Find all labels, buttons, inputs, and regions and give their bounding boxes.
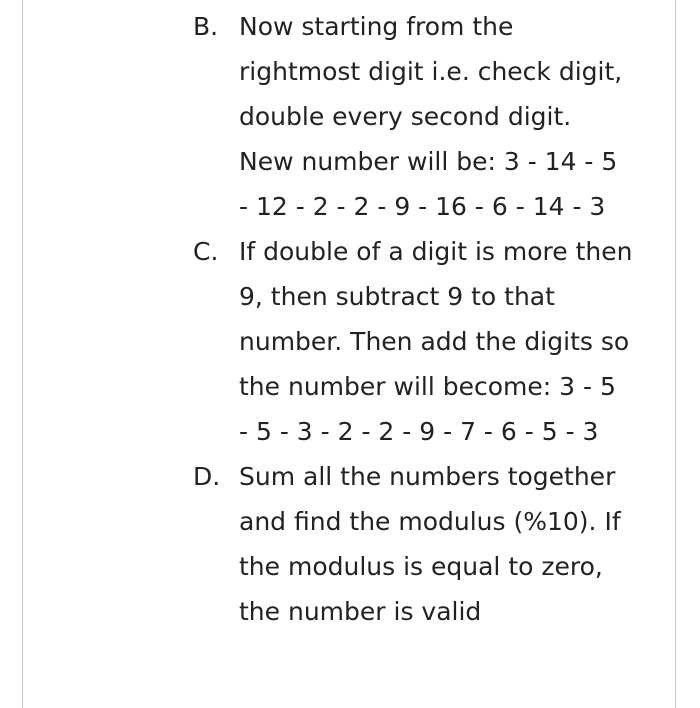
step-line: - 12 - 2 - 2 - 9 - 16 - 6 - 14 - 3: [239, 192, 606, 221]
step-line: the number is valid: [239, 597, 482, 626]
step-line: the modulus is equal to zero,: [239, 552, 603, 581]
step-text-d: [239, 454, 649, 634]
step-text-c: [239, 229, 649, 454]
step-list: [0, 4, 700, 634]
step-line: the number will become: 3 - 5: [239, 372, 616, 401]
step-line: number. Then add the digits so: [239, 327, 630, 356]
step-item-c: [0, 229, 700, 454]
step-text-b: [239, 4, 649, 229]
step-line: 9, then subtract 9 to that: [239, 282, 555, 311]
step-marker-d: D.: [193, 462, 221, 491]
step-item-d: [0, 454, 700, 634]
step-item-b: [0, 4, 700, 229]
step-line: New number will be: 3 - 14 - 5: [239, 147, 618, 176]
step-line: Now starting from the: [239, 12, 514, 41]
step-marker-c: C.: [193, 237, 219, 266]
step-line: rightmost digit i.e. check digit,: [239, 57, 623, 86]
step-line: Sum all the numbers together: [239, 462, 616, 491]
step-line: and find the modulus (%10). If: [239, 507, 621, 536]
step-line: If double of a digit is more then: [239, 237, 633, 266]
step-line: - 5 - 3 - 2 - 2 - 9 - 7 - 6 - 5 - 3: [239, 417, 599, 446]
step-marker-b: B.: [193, 12, 219, 41]
step-line: double every second digit.: [239, 102, 572, 131]
